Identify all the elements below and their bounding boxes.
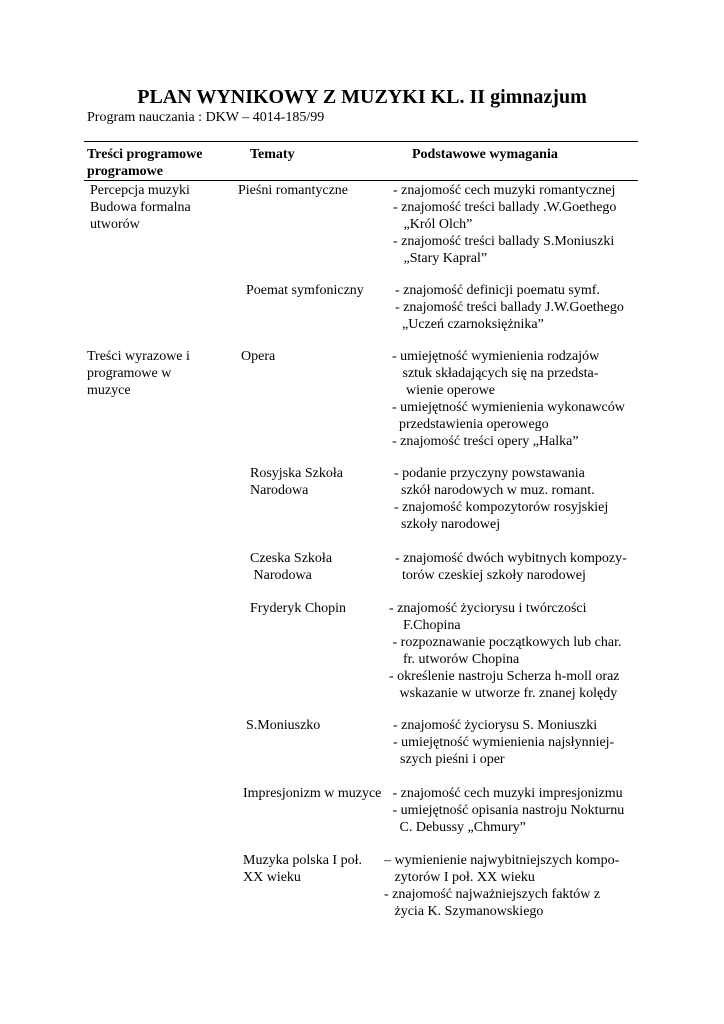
requirements-opera: - umiejętność wymienienia rodzajów sztuk składających się na przedsta- wienie operowe - umiejętność wymienienia wykonawców przedstawienia operowego - znajomość treści opery „Halka”: [392, 349, 625, 449]
header-tresci: Treści programowe programowe: [87, 147, 203, 179]
topic-chopin: Fryderyk Chopin: [250, 601, 347, 616]
requirements-rosyjska-szkola: - podanie przyczyny powstawania szkół narodowych w muz. romant. - znajomość kompozytorów rosyjskiej szkoły narodowej: [394, 466, 609, 532]
topic-czeska-szkola: Czeska Szkoła Narodowa: [250, 551, 333, 583]
requirements-poemat-symfoniczny: - znajomość definicji poematu symf. - znajomość treści ballady J.W.Goethego „Uczeń czarnoksiężnika”: [395, 283, 624, 332]
topic-moniuszko: S.Moniuszko: [246, 718, 321, 733]
header-wymagania: Podstawowe wymagania: [412, 147, 558, 162]
topic-poemat-symfoniczny: Poemat symfoniczny: [246, 283, 364, 298]
table-header-rule: [84, 180, 638, 181]
topic-piesni-romantyczne: Pieśni romantyczne: [238, 183, 349, 198]
topic-opera: Opera: [241, 349, 276, 364]
category-percepcja: Percepcja muzyki Budowa formalna utworów: [90, 183, 191, 232]
requirements-czeska-szkola: - znajomość dwóch wybitnych kompozy- torów czeskiej szkoły narodowej: [395, 551, 627, 583]
program-subtitle: Program nauczania : DKW – 4014-185/99: [87, 110, 325, 125]
topic-impresjonizm: Impresjonizm w muzyce: [243, 786, 382, 801]
requirements-muzyka-polska: – wymienienie najwybitniejszych kompo- zytorów I poł. XX wieku - znajomość najważniejszych faktów z życia K. Szymanowskiego: [384, 853, 620, 919]
requirements-impresjonizm: - znajomość cech muzyki impresjonizmu - umiejętność opisania nastroju Nokturnu C. Debussy „Chmury”: [392, 786, 625, 835]
requirements-chopin: - znajomość życiorysu i twórczości F.Chopina - rozpoznawanie początkowych lub char. fr. utworów Chopina - określenie nastroju Scherza h-moll oraz wskazanie w utworze fr. znanej kolędy: [389, 601, 622, 701]
topic-rosyjska-szkola: Rosyjska Szkoła Narodowa: [250, 466, 343, 498]
table-top-rule: [84, 141, 638, 142]
requirements-moniuszko: - znajomość życiorysu S. Moniuszki - umiejętność wymienienia najsłynniej- szych pieśni i oper: [393, 718, 615, 767]
category-tresci-wyrazowe: Treści wyrazowe i programowe w muzyce: [87, 349, 190, 398]
topic-muzyka-polska: Muzyka polska I poł. XX wieku: [243, 853, 362, 885]
page-title: PLAN WYNIKOWY Z MUZYKI KL. II gimnazjum: [137, 86, 587, 108]
header-tematy: Tematy: [250, 147, 295, 162]
requirements-piesni-romantyczne: - znajomość cech muzyki romantycznej - znajomość treści ballady .W.Goethego „Król Olch” - znajomość treści ballady S.Moniuszki „Stary Kapral”: [393, 183, 617, 266]
